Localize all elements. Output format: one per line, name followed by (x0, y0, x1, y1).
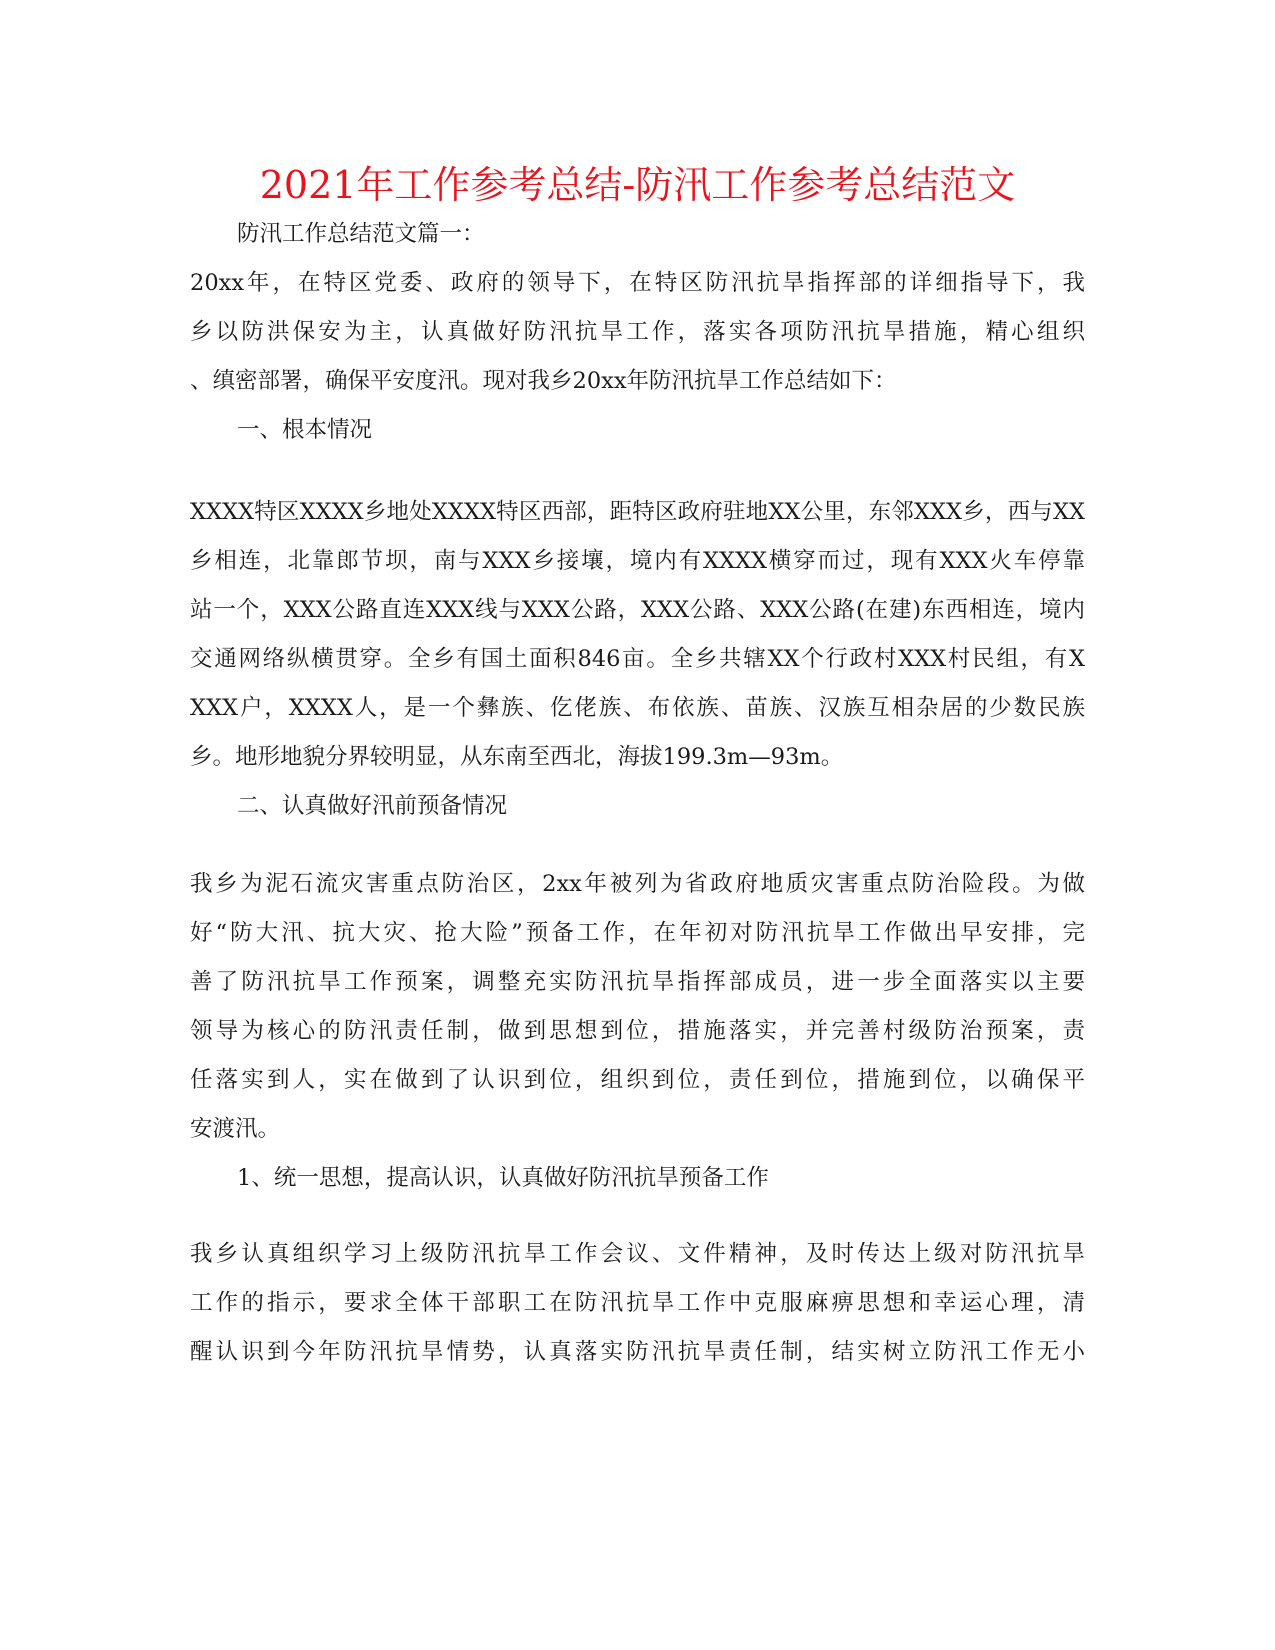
paragraph-line: 交通网络纵横贯穿。全乡有国土面积846亩。全乡共辖XX个行政村XXX村民组，有X (190, 646, 1085, 672)
paragraph-line: 醒认识到今年防汛抗旱情势，认真落实防汛抗旱责任制，结实树立防汛工作无小 (190, 1339, 1085, 1365)
body-block-study (190, 1230, 1085, 1377)
paragraph-line: 乡相连，北靠郎节坝，南与XXX乡接壤，境内有XXXX横穿而过，现有XXX火车停靠 (190, 548, 1085, 574)
section-heading: 防汛工作总结范文篇一： (237, 221, 485, 247)
paragraph-line: 善了防汛抗旱工作预案，调整充实防汛抗旱指挥部成员，进一步全面落实以主要 (190, 969, 1085, 995)
body-block-preparation (190, 860, 1085, 1203)
paragraph-line: 20xx年，在特区党委、政府的领导下，在特区防汛抗旱指挥部的详细指导下，我 (190, 270, 1085, 296)
paragraph-line: 好“防大汛、抗大灾、抢大险”预备工作，在年初对防汛抗旱工作做出早安排，完 (190, 920, 1085, 946)
paragraph-line: 乡。地形地貌分界较明显，从东南至西北，海拔199.3m—93m。 (190, 744, 844, 770)
paragraph-line: 任落实到人，实在做到了认识到位，组织到位，责任到位，措施到位，以确保平 (190, 1067, 1085, 1093)
section-heading: 二、认真做好汛前预备情况 (237, 793, 508, 819)
body-block-basic-info (190, 488, 1085, 831)
paragraph-line: XXXX特区XXXX乡地处XXXX特区西部，距特区政府驻地XX公里，东邻XXX乡，西与XX (190, 499, 1085, 525)
document-title: 2021年工作参考总结-防汛工作参考总结范文 (259, 163, 1016, 207)
paragraph-line: 工作的指示，要求全体干部职工在防汛抗旱工作中克服麻痹思想和幸运心理，清 (190, 1290, 1085, 1316)
paragraph-line: XXX户，XXXX人，是一个彝族、仡佬族、布依族、苗族、汉族互相杂居的少数民族 (190, 695, 1085, 721)
section-heading: 一、根本情况 (237, 417, 373, 443)
paragraph-line: 我乡为泥石流灾害重点防治区，2xx年被列为省政府地质灾害重点防治险段。为做 (190, 871, 1085, 897)
paragraph-line: 领导为核心的防汛责任制，做到思想到位，措施落实，并完善村级防治预案，责 (190, 1018, 1085, 1044)
paragraph-line: 乡以防洪保安为主，认真做好防汛抗旱工作，落实各项防汛抗旱措施，精心组织 (190, 319, 1085, 345)
paragraph-line: 我乡认真组织学习上级防汛抗旱工作会议、文件精神，及时传达上级对防汛抗旱 (190, 1241, 1085, 1267)
paragraph-line: 安渡汛。 (190, 1116, 281, 1142)
paragraph-line: 、缜密部署，确保平安度汛。现对我乡20xx年防汛抗旱工作总结如下： (190, 368, 897, 394)
body-block-intro (190, 210, 1085, 455)
section-heading: 1、统一思想，提高认识，认真做好防汛抗旱预备工作 (237, 1165, 769, 1191)
paragraph-line: 站一个，XXX公路直连XXX线与XXX公路，XXX公路、XXX公路(在建)东西相连，境内 (190, 597, 1085, 623)
